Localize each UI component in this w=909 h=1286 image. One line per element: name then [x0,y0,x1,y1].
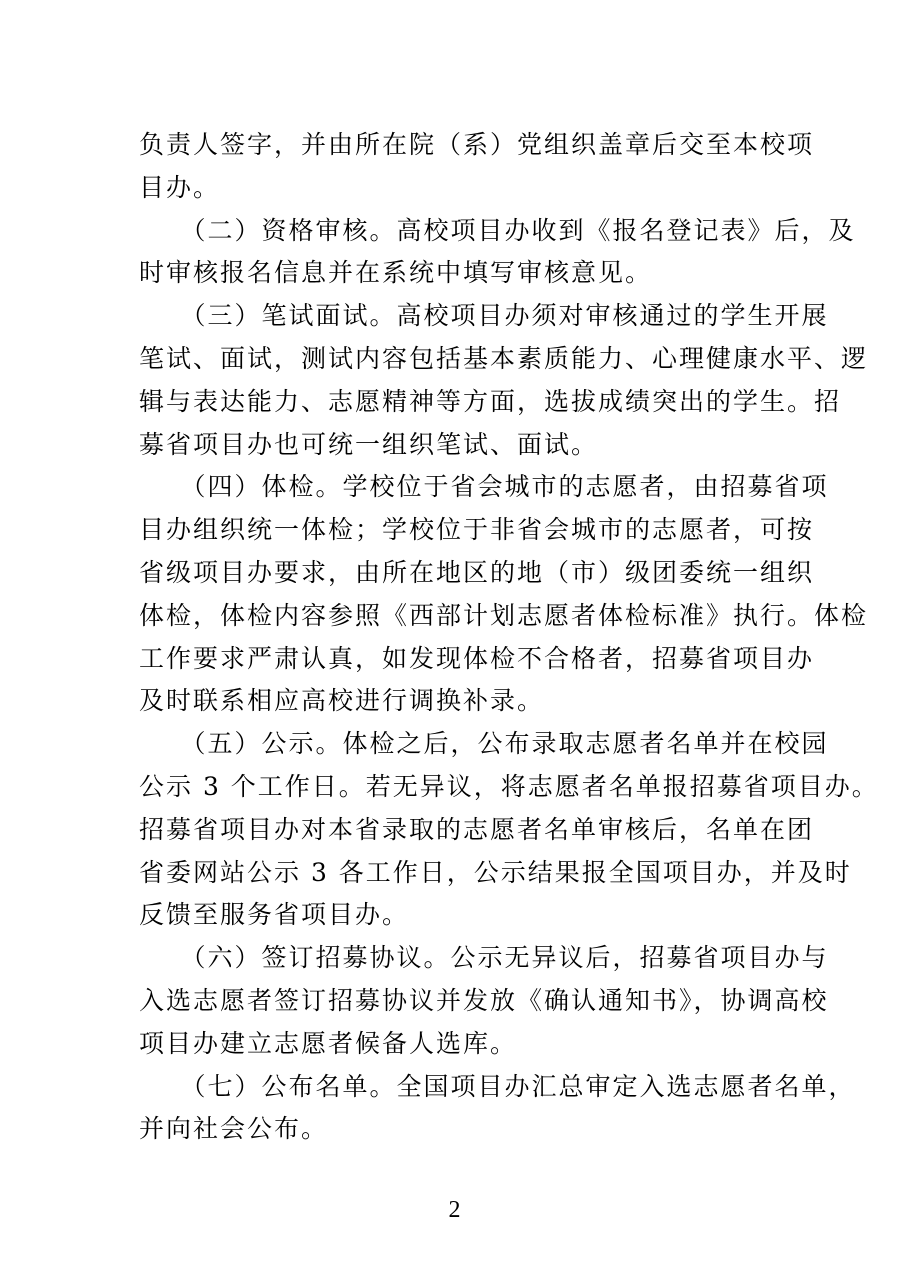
text-line: 及时联系相应高校进行调换补录。 [139,686,545,716]
text-line: 笔试、面试，测试内容包括基本素质能力、心理健康水平、逻 [139,343,869,373]
text-line: 时审核报名信息并在系统中填写审核意见。 [139,258,653,288]
text-line: （七）公布名单。全国项目办汇总审定入选志愿者名单， [139,1071,856,1101]
text-line: 反馈至服务省项目办。 [139,900,410,930]
text-line: 工作要求严肃认真，如发现体检不合格者，招募省项目办 [139,643,815,673]
text-line: 招募省项目办对本省录取的志愿者名单审核后，名单在团 [139,814,815,844]
text-line: 辑与表达能力、志愿精神等方面，选拔成绩突出的学生。招 [139,386,842,416]
text-line: 项目办建立志愿者候备人选库。 [139,1028,518,1058]
text-line: 目办组织统一体检；学校位于非省会城市的志愿者，可按 [139,515,815,545]
text-line: 省委网站公示 3 各工作日，公示结果报全国项目办，并及时 [139,857,852,887]
page-number: 2 [448,1197,461,1223]
body-text [139,124,879,1151]
text-line: 负责人签字，并由所在院（系）党组织盖章后交至本校项 [139,130,815,159]
text-line: 省级项目办要求，由所在地区的地（市）级团委统一组织 [139,557,815,587]
text-line: 公示 3 个工作日。若无异议，将志愿者名单报招募省项目办。 [139,771,879,801]
text-line: 目办。 [139,172,221,202]
text-line: （五）公示。体检之后，公布录取志愿者名单并在校园 [139,729,829,759]
text-line: （三）笔试面试。高校项目办须对审核通过的学生开展 [139,301,829,331]
text-line: 入选志愿者签订招募协议并发放《确认通知书》，协调高校 [139,985,829,1015]
text-line: 并向社会公布。 [139,1114,329,1144]
text-line: （二）资格审核。高校项目办收到《报名登记表》后，及 [139,215,856,245]
text-line: 募省项目办也可统一组织笔试、面试。 [139,429,599,459]
text-line: （四）体检。学校位于省会城市的志愿者，由招募省项 [139,472,829,502]
text-line: （六）签订招募协议。公示无异议后，招募省项目办与 [139,943,829,973]
text-line: 体检，体检内容参照《西部计划志愿者体检标准》执行。体检 [139,600,869,630]
